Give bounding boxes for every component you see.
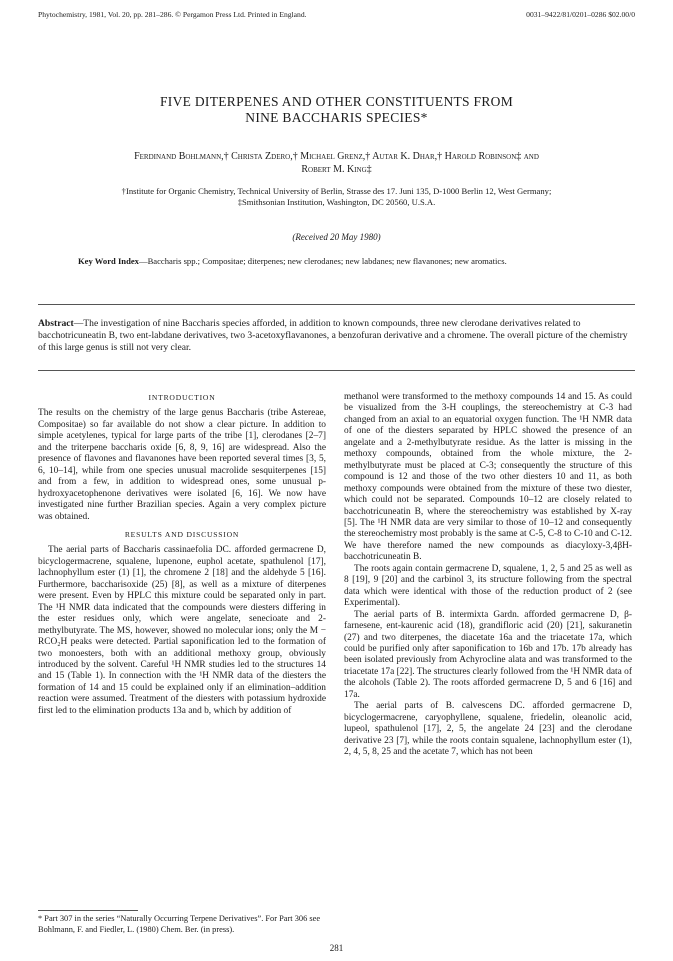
authors-line-2: Robert M. King‡ <box>301 164 372 175</box>
footnote: * Part 307 in the series “Naturally Occurring Terpene Derivatives”. For Part 306 see Bohlmann, F. and Fiedler, L. (1980) Chem. Ber. (in press). <box>38 914 321 934</box>
author-list <box>40 150 633 176</box>
abstract-top-rule <box>38 304 635 305</box>
journal-citation: Phytochemistry, 1981, Vol. 20, pp. 281–286. © Pergamon Press Ltd. Printed in England. <box>38 10 307 19</box>
affiliation-line-1: †Institute for Organic Chemistry, Technical University of Berlin, Strasse des 17. Juni 135, D-1000 Berlin 12, West Germany; <box>121 186 552 196</box>
title-line-2: NINE BACCHARIS SPECIES* <box>245 110 428 125</box>
abstract-label: Abstract <box>38 318 74 329</box>
introduction-heading: INTRODUCTION <box>148 393 216 402</box>
paper-title <box>40 94 633 126</box>
authors-line-1: Ferdinand Bohlmann,† Christa Zdero,† Michael Grenz,† Autar K. Dhar,† Harold Robinson‡ and <box>134 151 539 162</box>
page-number: 281 <box>329 943 344 953</box>
right-column <box>344 392 632 759</box>
keyword-index <box>78 256 598 268</box>
affiliation-line-2: ‡Smithsonian Institution, Washington, DC 20560, U.S.A. <box>237 197 436 207</box>
keyword-label: Key Word Index <box>78 256 139 266</box>
affiliations <box>40 186 633 208</box>
left-column <box>38 392 326 717</box>
title-line-1: FIVE DITERPENES AND OTHER CONSTITUENTS FROM <box>159 94 514 109</box>
received-date: (Received 20 May 1980) <box>292 232 381 242</box>
right-paragraph-4: The aerial parts of B. calvescens DC. afforded germacrene D, bicyclogermacrene, caryophyllene, squalene, friedelin, oleanolic acid, lupeol, spathulenol [17], 2, 5, the angelate 24 [23] and the clerodane derivative 23 [7], while the roots contain squalene, lachnophyllum ester (1), 2, 4, 5, 8, 25 and the acetate 7, which has not been <box>344 701 632 758</box>
right-paragraph-2: The roots again contain germacrene D, squalene, 1, 2, 5 and 25 as well as 8 [19], 9 [20] and the carbinol 3, its structure following from the spectral data which were identical with those of the reduction product of 2 (see Experimental). <box>344 563 632 609</box>
right-paragraph-1: methanol were transformed to the methoxy compounds 14 and 15. As could be visualized from the 3-H couplings, the stereochemistry at C-3 had changed from an axial to an equatorial oxygen function. The ¹H NMR data of one of the diesters separated by HPLC showed the presence of an angelate and a 2-methylbutyrate residue. As the latter is missing in the methoxy compounds, obtained from the whole mixture, the 2-methylbutyrate must be placed at C-3; consequently the structure of this compound is 12 and those of the two other diesters 10 and 11, as both methoxy compounds were obtained from the mixture of these two diester, which could not be separated. Compounds 10–12 are closely related to bacchotricuneatin B, where the stereochemistry was established by X-ray [5]. The ¹H NMR data are very similar to those of 10–12 and consequently the stereochemistry most probably is the same at C-5, C-8 to C-10 and C-12. We have therefore named the new compounds as diacyloxy-3,4βH-bacchotricuneatin B. <box>344 392 632 563</box>
abstract <box>38 318 635 354</box>
results-heading: RESULTS AND DISCUSSION <box>124 529 240 539</box>
article-code: 0031–9422/81/0201–0286 $02.00/0 <box>526 10 635 19</box>
abstract-bottom-rule <box>38 370 635 371</box>
right-paragraph-3: The aerial parts of B. intermixta Gardn. afforded germacrene D, β-farnesene, ent-kaurenic acid (18), grandifloric acid (20) [21], sakuranetin (27) and two diterpenes, the diacetate 16a and the triacetate 17a, which could be purified only after saponification to 16b and 17b. 17b already has been isolated previously from Achyrocline alata and was transformed to the triacetate 17a [22]. The structures clearly followed from the ¹H NMR data of the alcohols (Table 2). The roots afforded germacrene D, 5 and 6 [16] and 17a. <box>344 609 632 700</box>
introduction-paragraph: The results on the chemistry of the large genus Baccharis (tribe Astereae, Compositae) so far available do not show a clear picture. In addition to simple acetylenes, typical for large parts of the tribe [1], clerodanes [2–7] and the triterpene baccharis oxide [6, 8, 9, 16] are widespread. Also the presence of flavones and flavanones have been reported several times [3, 5, 6, 10–14], while from one species unusual macrolide sesquiterpenes [15] and from a few, in addition to widespread ones, some unusual p-hydroxyacetophenone derivatives were isolated [6, 16]. We now have investigated nine further Brazilian species. Again a very complex picture was obtained. <box>38 408 326 522</box>
footnote-rule <box>38 910 138 911</box>
results-paragraph: The aerial parts of Baccharis cassinaefolia DC. afforded germacrene D, bicyclogermacrene, squalene, lupenone, euphol acetate, spathulenol [17], lachnophyllum ester (1) [1], the chromene 2 [18] and the aldehyde 5 [16]. Furthermore, baccharisoxide (25) [8], as well as a mixture of diterpenes were present. Even by HPLC this mixture could be separated only in part. The ¹H NMR data indicated that the compounds were diesters differing in the ester residues only, which were angelate, senecioate and 2-methylbutyrate. The MS, however, showed no molecular ions; only the M − RCO₂H peaks were detected. Partial saponification led to the formation of two monoesters, both with an additional methoxy group, obviously introduced by the solvent. Careful ¹H NMR studies led to the structures 14 and 15 (Table 1). In connection with the ¹H NMR data of the diesters the formation of 14 and 15 could be explained only if an elimination–addition reaction were assumed. Treatment of the diesters with potassium hydroxide first led to the elimination products 13a and b, which by addition of <box>38 545 326 716</box>
keyword-text: —Baccharis spp.; Compositae; diterpenes; new clerodanes; new labdanes; new flavanones; new aromatics. <box>138 256 507 266</box>
abstract-text: —The investigation of nine Baccharis species afforded, in addition to known compounds, three new clerodane derivatives related to bacchotricuneatin B, two ent-labdane derivatives, two 3-acetoxyflavanones, a benzofuran derivative and a chromene. The overall picture of the chemistry of this large genus is still not very clear. <box>38 318 628 353</box>
